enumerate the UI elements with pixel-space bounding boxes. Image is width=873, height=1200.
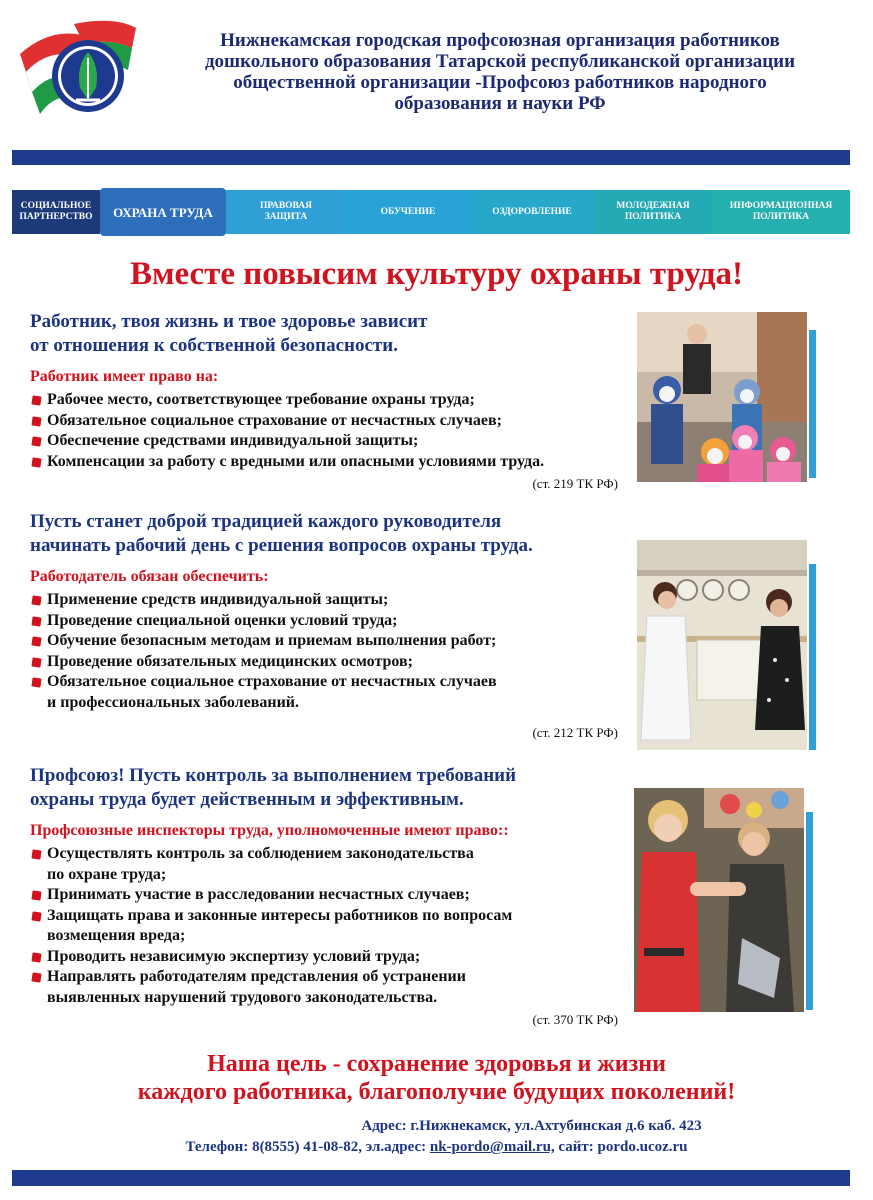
list-item: [30, 411, 630, 432]
list-item-text: Защищать права и законные интересы работников по вопросам: [47, 906, 513, 924]
list-item-text: Компенсации за работу с вредными или опасными условиями труда.: [47, 452, 545, 470]
duties-list: [30, 590, 630, 713]
nav-label: СОЦИАЛЬНОЕ: [20, 201, 92, 211]
org-title-line: образования и науки РФ: [394, 93, 606, 114]
nav-labor-safety[interactable]: [100, 188, 226, 236]
list-item-text: по охране труда;: [47, 865, 167, 883]
list-item: [30, 947, 630, 968]
goal-statement: [0, 1050, 873, 1106]
women-handshake-photo: [634, 788, 814, 1016]
list-item-text: Проводить независимую экспертизу условий труда;: [47, 947, 421, 965]
photo-image: [634, 788, 804, 1012]
nav-label: ПАРТНЕРСТВО: [19, 212, 93, 222]
section-heading: [30, 764, 630, 812]
list-item-text: Рабочее место, соответствующее требование охраны труда;: [47, 391, 475, 408]
section-heading: [30, 310, 630, 358]
nav-label: МОЛОДЕЖНАЯ: [616, 201, 690, 211]
org-title-line: общественной организации -Профсоюз работников народного: [233, 72, 767, 93]
heading-line: Профсоюз! Пусть контроль за выполнением требований: [30, 765, 517, 786]
list-item: [30, 590, 630, 611]
list-item-text: и профессиональных заболеваний.: [47, 693, 300, 711]
section-heading: [30, 510, 630, 558]
list-item: [30, 390, 630, 411]
list-item-text: Осуществлять контроль за соблюдением законодательства: [47, 845, 474, 862]
bottom-divider-band: [12, 1170, 850, 1186]
list-item-text: Обязательное социальное страхование от несчастных случаев;: [47, 411, 502, 429]
list-item: [30, 672, 630, 713]
list-item-text: Обеспечение средствами индивидуальной защиты;: [47, 432, 419, 449]
photo-accent-bar: [809, 564, 816, 750]
section-worker-rights: [30, 310, 630, 492]
list-item-text: Обучение безопасным методам и приемам выполнения работ;: [47, 632, 497, 649]
nav-health[interactable]: [470, 190, 594, 234]
section-subheading: Работодатель обязан обеспечить:: [30, 568, 269, 585]
children-in-masks-photo: [637, 312, 817, 484]
org-title-line: Нижнекамская городская профсоюзная организация работников: [220, 30, 780, 51]
nav-youth-policy[interactable]: [594, 190, 712, 234]
list-item: [30, 906, 630, 947]
header: [0, 0, 873, 150]
top-divider-band: [12, 150, 850, 165]
main-title: Вместе повысим культуру охраны труда!: [129, 256, 744, 292]
list-item-text: выявленных нарушений трудового законодательства.: [47, 988, 438, 1006]
photo-accent-bar: [809, 330, 816, 478]
nav-label: ИНФОРМАЦИОННАЯ: [729, 201, 833, 211]
list-item-text: Применение средств индивидуальной защиты;: [47, 591, 389, 608]
contacts: [0, 1116, 873, 1158]
photo-image: [637, 312, 807, 482]
heading-line: Работник, твоя жизнь и твое здоровье зависит: [30, 311, 428, 332]
heading-line: охраны труда будет действенным и эффективным.: [30, 789, 464, 810]
nav-label: ОБУЧЕНИЕ: [380, 206, 436, 217]
photo-accent-bar: [806, 812, 813, 1010]
section-employer-duties: [30, 510, 630, 741]
law-reference: (ст. 370 ТК РФ): [532, 1012, 618, 1027]
list-item: [30, 844, 630, 885]
site-text[interactable]: сайт: pordo.ucoz.ru: [554, 1139, 688, 1155]
heading-line: начинать рабочий день с решения вопросов охраны труда.: [30, 535, 533, 556]
kitchen-staff-photo: [637, 540, 817, 758]
inspector-rights-list: [30, 844, 630, 1008]
list-item-text: Направлять работодателям представления об устранении: [47, 968, 466, 985]
list-item-text: возмещения вреда;: [47, 927, 186, 944]
nav-label: ОХРАНА ТРУДА: [113, 204, 213, 220]
nav-label: ЗАЩИТА: [264, 212, 308, 222]
heading-line: от отношения к собственной безопасности.: [30, 335, 398, 356]
nav-social-partnership[interactable]: [12, 190, 100, 234]
list-item-text: Проведение специальной оценки условий труда;: [47, 611, 398, 629]
list-item: [30, 631, 630, 652]
contact-line: [185, 1139, 687, 1155]
law-reference: (ст. 219 ТК РФ): [532, 476, 618, 491]
nav-label: ПРАВОВАЯ: [259, 201, 313, 211]
org-title: [150, 30, 850, 114]
list-item: [30, 967, 630, 1008]
union-emblem-icon: [14, 14, 142, 132]
section-subheading: Работник имеет право на:: [30, 368, 219, 385]
law-reference: (ст. 212 ТК РФ): [532, 725, 618, 740]
list-item: [30, 431, 630, 452]
rights-list: [30, 390, 630, 472]
email-link[interactable]: nk-pordo@mail.ru,: [429, 1139, 555, 1155]
goal-line: Наша цель - сохранение здоровья и жизни: [207, 1051, 666, 1077]
list-item: [30, 885, 630, 906]
photo-image: [637, 540, 807, 750]
list-item-text: Обязательное социальное страхование от несчастных случаев: [47, 673, 497, 690]
list-item: [30, 452, 630, 473]
phone-text: Телефон: 8(8555) 41-08-82, эл.адрес:: [185, 1139, 430, 1155]
list-item: [30, 652, 630, 673]
section-nav: [12, 190, 850, 234]
org-title-line: дошкольного образования Татарской республиканской организации: [204, 51, 796, 72]
heading-line: Пусть станет доброй традицией каждого руководителя: [30, 511, 502, 532]
nav-label: ПОЛИТИКА: [752, 212, 810, 222]
list-item-text: Проведение обязательных медицинских осмотров;: [47, 652, 413, 670]
nav-label: ПОЛИТИКА: [624, 212, 682, 222]
nav-information-policy[interactable]: [712, 190, 850, 234]
list-item-text: Принимать участие в расследовании несчастных случаев;: [47, 886, 470, 903]
address-text: Адрес: г.Нижнекамск, ул.Ахтубинская д.6 каб. 423: [361, 1118, 702, 1134]
nav-label: ОЗДОРОВЛЕНИЕ: [492, 206, 572, 217]
goal-line: каждого работника, благополучие будущих поколений!: [137, 1079, 736, 1105]
list-item: [30, 611, 630, 632]
section-union-inspectors: [30, 764, 630, 1028]
nav-education[interactable]: [346, 190, 470, 234]
nav-legal-protection[interactable]: [226, 190, 346, 234]
section-subheading: Профсоюзные инспекторы труда, уполномоченные имеют право::: [30, 822, 509, 839]
